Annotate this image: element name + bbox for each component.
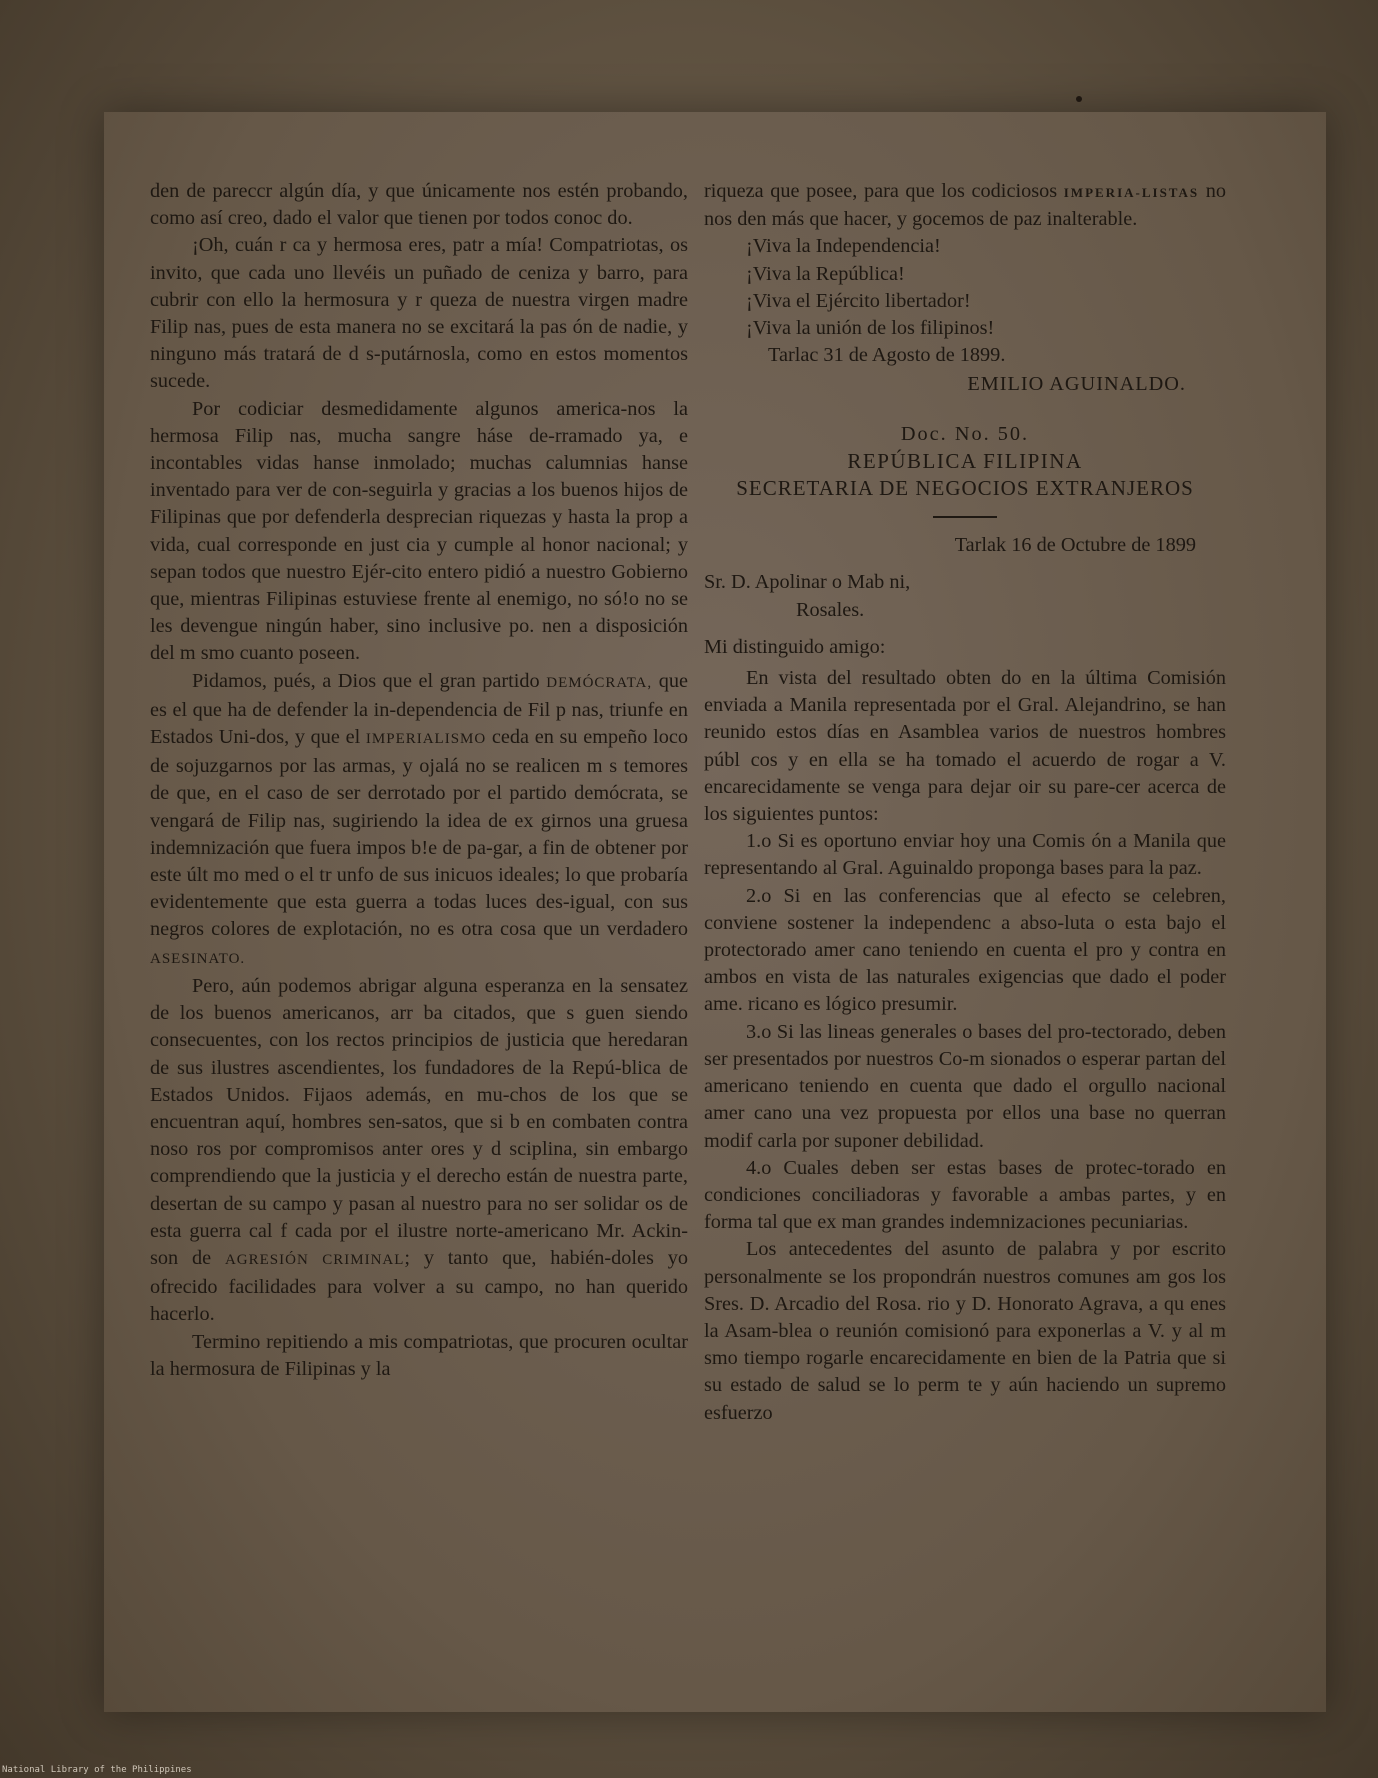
letter-point-1: 1.o Si es oportuno enviar hoy una Comis ón a Manila que representando al Gral. Aguinaldo proponga bases para la paz. — [704, 830, 1226, 880]
left-paragraph-6: Termino repitiendo a mis compatriotas, que procuren ocultar la hermosura de Filipinas y la — [150, 1330, 688, 1380]
viva-line-3: ¡Viva el Ejército libertador! — [746, 289, 971, 312]
letter-point-4: 4.o Cuales deben ser estas bases de protec-torado en condiciones conciliadoras y favorable a ambas partes, y en forma tal que ex man grandes indemnizaciones pecuniarias. — [704, 1156, 1226, 1234]
salutation: Mi distinguido amigo: — [704, 635, 886, 658]
left-paragraph-2: ¡Oh, cuán r ca y hermosa eres, patr a mía! Compatriotas, os invito, que cada uno llevéis un puñado de ceniza y barro, para cubrir con ello la hermosura y r queza de nuestra virgen madre Filip nas, pues de esta manera no se excitará la pas ón de nadie, y ninguno más tratará de d s-putárnosla, como en estos momentos sucede. — [150, 234, 688, 393]
imperialistas-term: IMPERIA-LISTAS — [1063, 185, 1200, 200]
letter-body-2: Los antecedentes del asunto de palabra y por escrito personalmente se los propondrán nuestros comunes am gos los Sres. D. Arcadio del Rosa. rio y D. Honorato Agrava, a qu enes la Asam-blea o reunión comisionó para exponerlas a V. y al m smo tiempo rogarle encarecidamente en bien de la Patria que si su estado de salud se lo perm te y aún haciendo un supremo esfuerzo — [704, 1238, 1226, 1424]
viva-line-2: ¡Viva la República! — [746, 262, 905, 285]
library-credit: National Library of the Philippines — [2, 1765, 192, 1775]
letter-body-1: En vista del resultado obten do en la última Comisión enviada a Manila representada por el Gral. Alejandrino, se han reunido estos días en Asamblea varios de nuestros hombres públ cos y en ella se ha tomado el acuerdo de rogar a V. encarecidamente se venga para dejar oir su pare-cer acerca de los siguientes puntos: — [704, 667, 1226, 826]
viva-line-1: ¡Viva la Independencia! — [746, 235, 941, 258]
letter-point-2: 2.o Si en las conferencias que al efecto se celebren, conviene sostener la independenc a abso-luta o esta bajo el protectorado amer cano teniendo en cuenta el pro y contra en ambos en vista de las naturales exigencias que dado el poder ame. ricano es lógico presumir. — [704, 884, 1226, 1016]
left-paragraph-4c: ceda en su empeño loco de sojuzgarnos por las armas, y ojalá no se realicen m s temores de que, en el caso de ser derrotado por el partido demócrata, se vengará de Filip nas, sugiriendo la idea de ex girnos una gruesa indemnización que fuera impos b!e de pa-gar, a fin de obtener por este últ mo med o el tr unfo de sus inicuos ideales; lo que probaría evidentemente que esta guerra a todas luces des-igual, con sus negros colores de explotación, no es otra cosa que un verdadero — [150, 726, 688, 941]
right-paragraph-1b: no nos den más que hacer, y gocemos de paz inalterable. — [704, 180, 1226, 231]
agresion-criminal-term: AGRESIÓN CRIMINAL — [224, 1251, 405, 1268]
right-paragraph-1a: riqueza que posee, para que los codiciosos — [704, 180, 1058, 202]
left-paragraph-5a: Pero, aún podemos abrigar alguna esperanza en la sensatez de los buenos americanos, arr ba citados, que s guen siendo consecuentes, con los rectos principios de justicia que heredaran de sus ilustres ascendientes, los fundadores de la Repú-blica de Estados Unidos. Fijaos además, en mu-chos de los que se encuentran aquí, hombres sen-satos, que si b en combaten contra noso ros por compromisos anter ores y d sciplina, sin embargo comprendiendo que la justicia y el derecho están de nuestra parte, desertan de su campo y pasan al nuestro para no ser solidar os de esta guerra cal f cada por el ilustre norte-americano Mr. Ackin-son de — [150, 974, 688, 1269]
left-paragraph-5b: ; y tanto que, habién-doles yo ofrecido facilidades para volver a su campo, no han querido hacerlo. — [150, 1246, 689, 1326]
place-date: Tarlac 31 de Agosto de 1899. — [768, 344, 1006, 367]
democrata-term: DEMÓCRATA, — [546, 674, 653, 691]
document-number: Doc. No. 50. — [900, 422, 1030, 445]
addressee-place: Rosales. — [796, 598, 865, 621]
left-paragraph-5 — [150, 973, 688, 1329]
imperialismo-term: IMPERIALISMO — [365, 731, 487, 748]
signature: EMILIO AGUINALDO. — [967, 373, 1186, 396]
addressee: Sr. D. Apolinar o Mab ni, — [704, 571, 911, 594]
left-column — [150, 178, 688, 1383]
left-paragraph-1: den de pareccr algún día, y que únicamente nos estén probando, como así creo, dado el valor que tienen por todos conoc do. — [150, 180, 688, 230]
left-paragraph-4b: que es el que ha de defender la in-dependencia de Fil p nas, triunfe en Estados Uni-dos, y que el — [150, 669, 688, 749]
left-paragraph-4 — [150, 668, 688, 973]
left-paragraph-3: Por codiciar desmedidamente algunos america-nos la hermosa Filip nas, mucha sangre háse de-rramado ya, e incontables vidas hanse inmolado; muchas calumnias hanse inventado para ver de con-seguirla y gracias a los buenos hijos de Filipinas que por defenderla desprecian riquezas y hasta la prop a vida, cual corresponde en just cia y cumple al honor nacional; y sepan todos que nuestro Ejér-cito entero pidió a nuestro Gobierno que, mientras Filipinas estuviese frente al enemigo, no só!o no se les devengue ningún haber, sino inclusive po. nen a disposición del m smo cuanto poseen. — [150, 397, 688, 665]
right-paragraph-1 — [704, 178, 1226, 233]
secretaria-heading: SECRETARIA DE NEGOCIOS EXTRANJEROS — [736, 476, 1194, 501]
letter-dateline: Tarlak 16 de Octubre de 1899 — [954, 534, 1196, 557]
viva-line-4: ¡Viva la unión de los filipinos! — [746, 317, 995, 340]
republic-heading: REPÚBLICA FILIPINA — [847, 448, 1083, 473]
right-column — [704, 178, 1226, 1427]
left-paragraph-4a: Pidamos, pués, a Dios que el gran partido — [192, 669, 540, 692]
ink-speck — [1076, 96, 1082, 102]
letter-point-3: 3.o Si las lineas generales o bases del pro-tectorado, deben ser presentados por nuestros Co-m sionados o esperar partan del americano teniendo en cuenta que dado el orgullo nacional amer cano una vez propuesta por ellos una base no querran modif carla por suponer debilidad. — [704, 1020, 1226, 1152]
heading-divider — [933, 516, 997, 518]
asesinato-term: ASESINATO. — [150, 950, 246, 967]
